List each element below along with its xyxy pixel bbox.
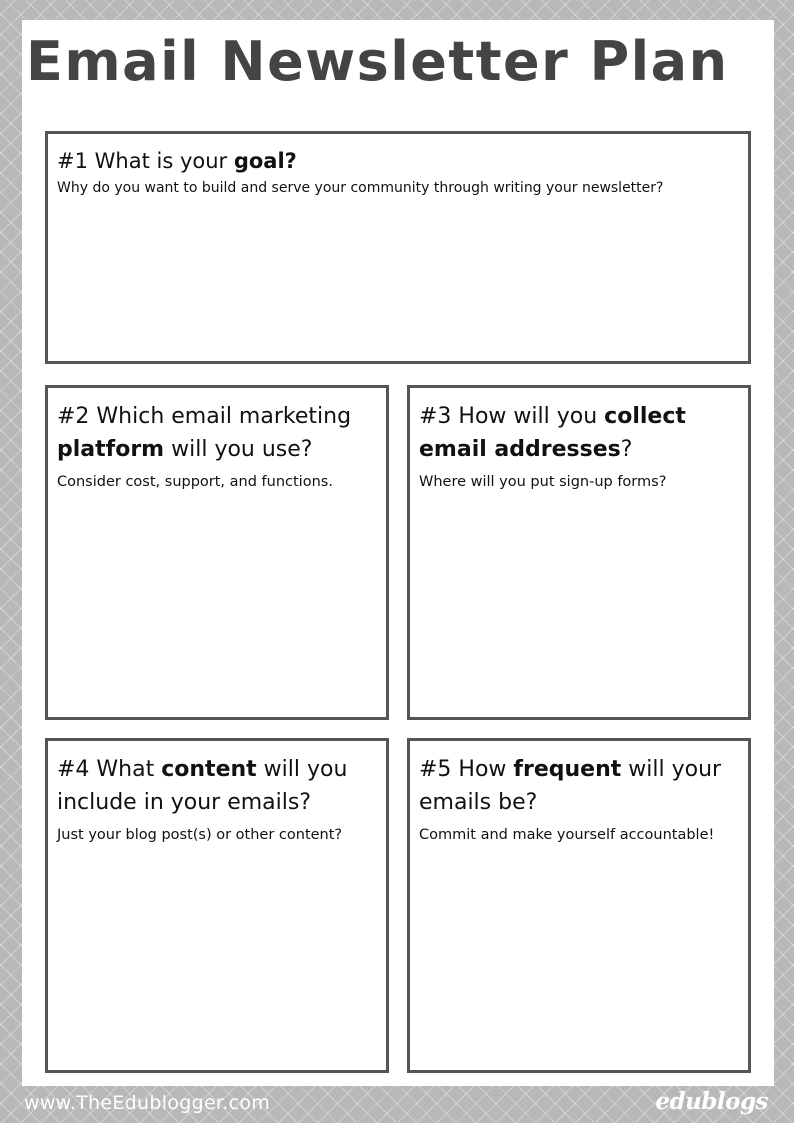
section-number: #4 (57, 757, 90, 782)
section-question (57, 400, 376, 466)
section-hint: Why do you want to build and serve your community through writing your newsletter? (57, 180, 664, 196)
question-text: What (89, 757, 162, 782)
section-question (419, 400, 738, 466)
content-section[interactable] (45, 738, 389, 1073)
question-keyword: platform (57, 437, 165, 462)
question-text: How will you (451, 404, 605, 429)
section-number: #2 (57, 404, 90, 429)
section-number: #5 (419, 757, 452, 782)
edublogs-logo: edublogs (655, 1088, 768, 1115)
question-text: How (451, 757, 514, 782)
question-text-end: ? (620, 437, 633, 462)
question-text-end: will you include in your emails? (57, 757, 348, 815)
section-hint: Commit and make yourself accountable! (419, 827, 715, 843)
question-keyword: goal? (233, 149, 297, 173)
footer-url[interactable]: www.TheEdublogger.com (24, 1092, 271, 1114)
question-keyword: content (161, 757, 257, 782)
question-keyword: frequent (513, 757, 622, 782)
section-question (57, 146, 738, 176)
collect-section[interactable] (407, 385, 751, 720)
question-text: Which email marketing (89, 404, 352, 429)
page-title: Email Newsletter Plan (26, 30, 729, 93)
goal-section[interactable] (45, 131, 751, 364)
question-keyword: collect email addresses (419, 404, 686, 462)
section-hint: Just your blog post(s) or other content? (57, 827, 343, 843)
frequency-section[interactable] (407, 738, 751, 1073)
section-number: #1 (57, 149, 88, 173)
section-question (57, 753, 376, 819)
question-text-end: will you use? (164, 437, 313, 462)
section-number: #3 (419, 404, 452, 429)
section-hint: Consider cost, support, and functions. (57, 474, 333, 490)
platform-section[interactable] (45, 385, 389, 720)
question-text-end: will your emails be? (419, 757, 722, 815)
section-question (419, 753, 738, 819)
section-hint: Where will you put sign-up forms? (419, 474, 667, 490)
question-text: What is your (87, 149, 234, 173)
